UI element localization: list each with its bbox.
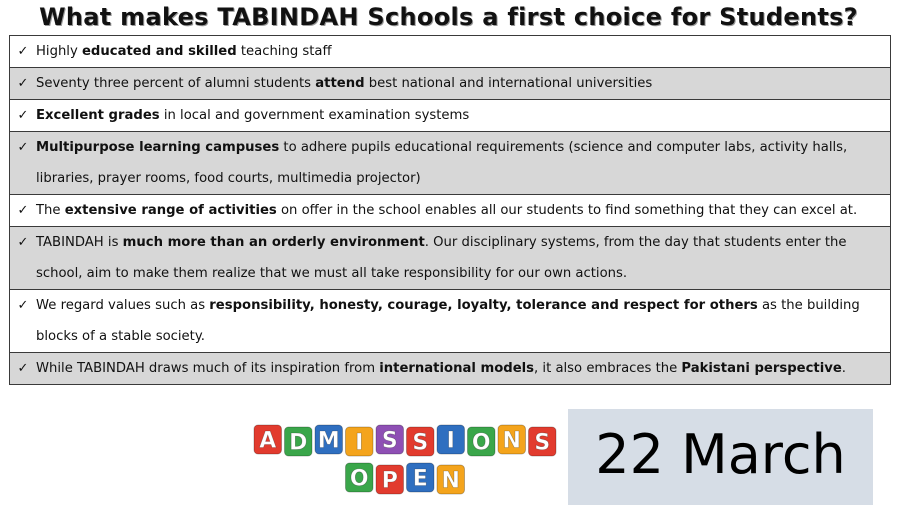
svg-text:E: E bbox=[412, 466, 428, 492]
svg-text:S: S bbox=[412, 430, 429, 456]
reason-row bbox=[10, 100, 891, 132]
logo-letter-block bbox=[346, 463, 374, 492]
svg-text:N: N bbox=[502, 428, 521, 454]
check-icon: ✓ bbox=[10, 68, 37, 100]
admission-date: 22 March bbox=[595, 423, 846, 486]
reason-text: While TABINDAH draws much of its inspiration from international models, it also embraces the Pakistani perspective. bbox=[36, 353, 891, 385]
logo-letter-block bbox=[407, 463, 435, 492]
admission-date-box bbox=[568, 409, 873, 505]
logo-letter-block bbox=[376, 425, 404, 454]
check-icon: ✓ bbox=[10, 227, 37, 290]
svg-text:D: D bbox=[289, 430, 308, 456]
reason-text: The extensive range of activities on offer in the school enables all our students to find something that they can excel at. bbox=[36, 195, 891, 227]
check-icon: ✓ bbox=[10, 100, 37, 132]
svg-text:N: N bbox=[441, 468, 460, 494]
reason-text: TABINDAH is much more than an orderly environment. Our disciplinary systems, from the day that students enter the school, aim to make them realize that we must all take responsibility for our own actions. bbox=[36, 227, 891, 290]
reason-row bbox=[10, 290, 891, 353]
svg-text:S: S bbox=[381, 428, 398, 454]
reason-text: We regard values such as responsibility, honesty, courage, loyalty, tolerance and respect for others as the building blocks of a stable society. bbox=[36, 290, 891, 353]
reason-row bbox=[10, 36, 891, 68]
logo-letter-block bbox=[285, 427, 313, 456]
logo-letter-block bbox=[437, 425, 465, 454]
check-icon: ✓ bbox=[10, 195, 37, 227]
logo-letter-block bbox=[376, 465, 404, 494]
logo-letter-block bbox=[315, 425, 343, 454]
reasons-table bbox=[9, 35, 891, 385]
check-icon: ✓ bbox=[10, 36, 37, 68]
svg-text:O: O bbox=[349, 466, 369, 492]
logo-letter-block bbox=[346, 427, 374, 456]
reason-row bbox=[10, 68, 891, 100]
check-icon: ✓ bbox=[10, 353, 37, 385]
logo-letter-block bbox=[254, 425, 282, 454]
reason-row bbox=[10, 353, 891, 385]
reason-text: Excellent grades in local and government examination systems bbox=[36, 100, 891, 132]
svg-text:O: O bbox=[471, 430, 491, 456]
reason-text: Multipurpose learning campuses to adhere pupils educational requirements (science and computer labs, activity halls, libraries, prayer rooms, food courts, multimedia projector) bbox=[36, 132, 891, 195]
reason-text: Seventy three percent of alumni students attend best national and international universities bbox=[36, 68, 891, 100]
reason-row bbox=[10, 227, 891, 290]
svg-text:M: M bbox=[317, 428, 340, 454]
logo-letter-block bbox=[529, 427, 557, 456]
admissions-open-logo bbox=[250, 423, 560, 498]
svg-text:P: P bbox=[381, 468, 398, 494]
svg-text:I: I bbox=[446, 428, 455, 454]
page-title: What makes TABINDAH Schools a first choice for Students? bbox=[39, 3, 858, 31]
reason-text: Highly educated and skilled teaching staff bbox=[36, 36, 891, 68]
check-icon: ✓ bbox=[10, 290, 37, 353]
logo-letter-block bbox=[468, 427, 496, 456]
check-icon: ✓ bbox=[10, 132, 37, 195]
reason-row bbox=[10, 132, 891, 195]
logo-letter-block bbox=[407, 427, 435, 456]
svg-text:A: A bbox=[259, 428, 277, 454]
reason-row bbox=[10, 195, 891, 227]
logo-letter-block bbox=[437, 465, 465, 494]
logo-letter-block bbox=[498, 425, 526, 454]
svg-text:S: S bbox=[534, 430, 551, 456]
svg-text:I: I bbox=[355, 430, 364, 456]
